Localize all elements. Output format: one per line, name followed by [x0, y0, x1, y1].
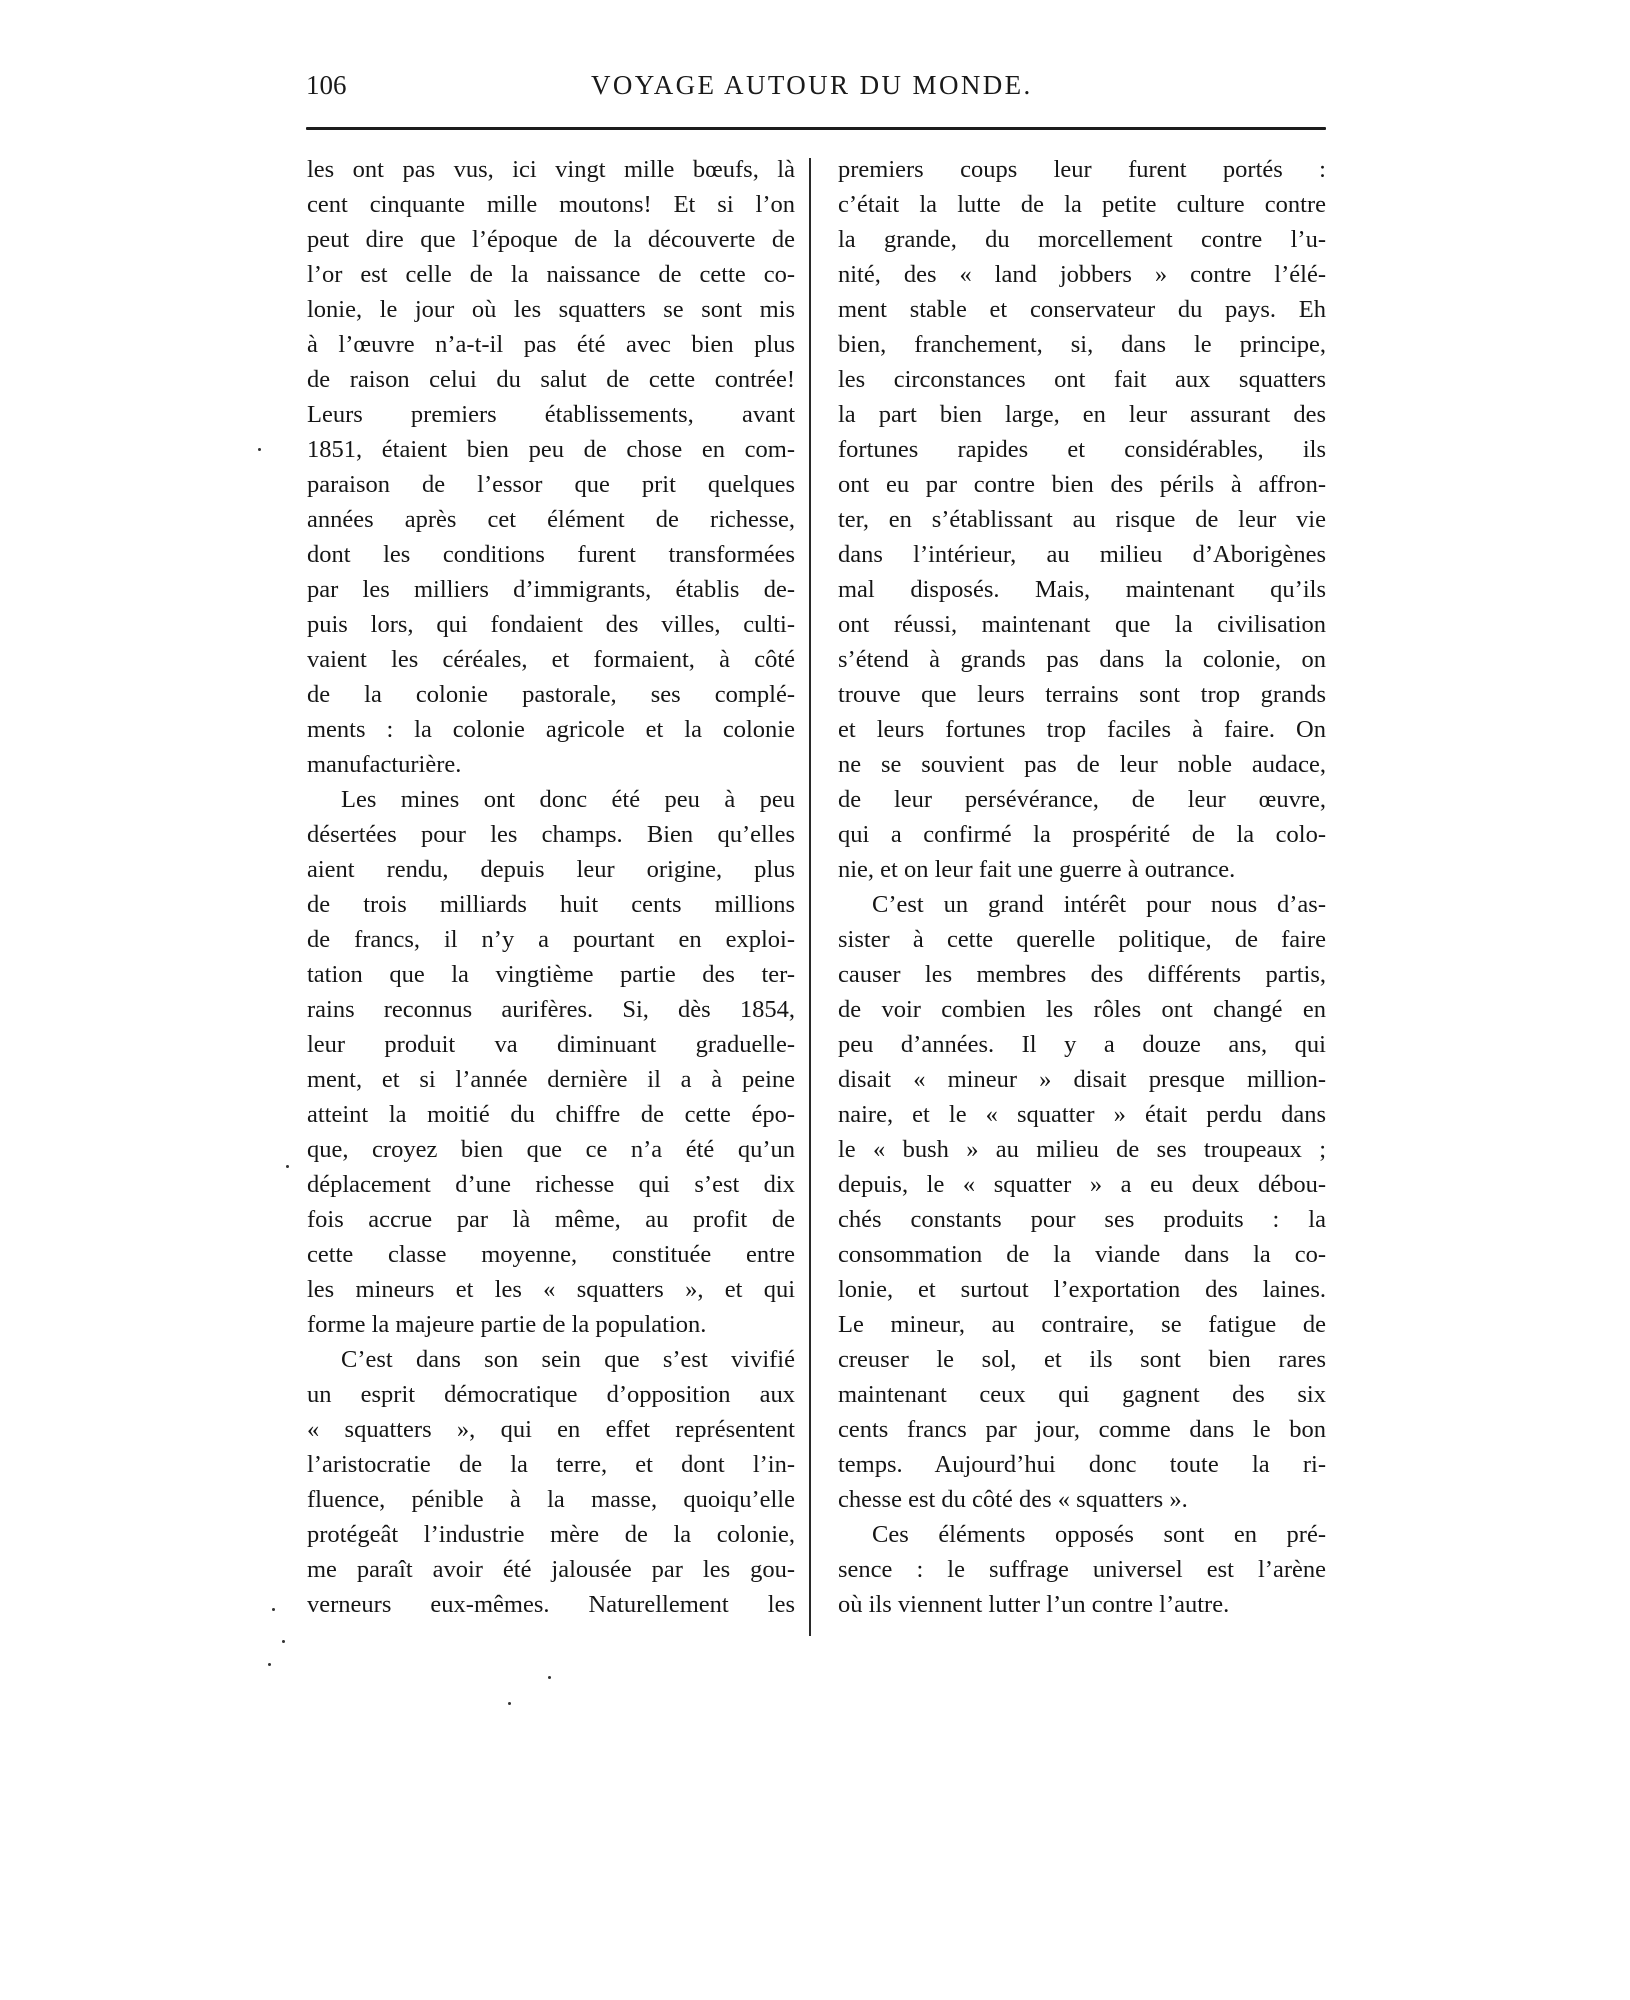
column-divider — [809, 158, 811, 1636]
text-line: manufacturière. — [307, 751, 462, 778]
text-line: Ces éléments opposés sont en pré- — [872, 1521, 1326, 1548]
text-line: causer les membres des différents partis, — [838, 961, 1326, 988]
text-line: consommation de la viande dans la co- — [838, 1241, 1326, 1268]
text-line: de trois milliards huit cents millions — [307, 891, 795, 918]
text-line: maintenant ceux qui gagnent des six — [838, 1381, 1326, 1408]
text-line: ter, en s’établissant au risque de leur vie — [838, 506, 1326, 533]
text-line: les circonstances ont fait aux squatters — [838, 366, 1326, 393]
text-line: de raison celui du salut de cette contrée! — [307, 366, 795, 393]
print-speck — [282, 1640, 285, 1643]
text-line: Les mines ont donc été peu à peu — [341, 786, 795, 813]
text-line: sister à cette querelle politique, de faire — [838, 926, 1326, 953]
text-line: de la colonie pastorale, ses complé- — [307, 681, 795, 708]
text-line: « squatters », qui en effet représentent — [307, 1416, 795, 1443]
text-line: premiers coups leur furent portés : — [838, 156, 1326, 183]
text-line: peu d’années. Il y a douze ans, qui — [838, 1031, 1326, 1058]
text-line: puis lors, qui fondaient des villes, culti- — [307, 611, 795, 638]
text-line: la part bien large, en leur assurant des — [838, 401, 1326, 428]
text-line: C’est dans son sein que s’est vivifié — [341, 1346, 795, 1373]
text-line: fluence, pénible à la masse, quoiqu’elle — [307, 1486, 795, 1513]
running-header — [306, 70, 1326, 110]
text-line: de francs, il n’y a pourtant en exploi- — [307, 926, 795, 953]
print-speck — [258, 448, 261, 451]
text-line: un esprit démocratique d’opposition aux — [307, 1381, 795, 1408]
text-line: cette classe moyenne, constituée entre — [307, 1241, 795, 1268]
text-line: ment, et si l’année dernière il a à peine — [307, 1066, 795, 1093]
text-line: paraison de l’essor que prit quelques — [307, 471, 795, 498]
text-line: fois accrue par là même, au profit de — [307, 1206, 795, 1233]
text-line: années après cet élément de richesse, — [307, 506, 795, 533]
text-line: désertées pour les champs. Bien qu’elles — [307, 821, 795, 848]
text-line: les mineurs et les « squatters », et qui — [307, 1276, 795, 1303]
text-line: 1851, étaient bien peu de chose en com- — [307, 436, 795, 463]
text-line: que, croyez bien que ce n’a été qu’un — [307, 1136, 795, 1163]
text-line: fortunes rapides et considérables, ils — [838, 436, 1326, 463]
text-line: de voir combien les rôles ont changé en — [838, 996, 1326, 1023]
text-line: Leurs premiers établissements, avant — [307, 401, 795, 428]
text-line: naire, et le « squatter » était perdu dans — [838, 1101, 1326, 1128]
text-line: lonie, et surtout l’exportation des laines. — [838, 1276, 1326, 1303]
text-line: qui a confirmé la prospérité de la colo- — [838, 821, 1326, 848]
text-line: ont réussi, maintenant que la civilisation — [838, 611, 1326, 638]
text-line: tation que la vingtième partie des ter- — [307, 961, 795, 988]
print-speck — [548, 1676, 551, 1679]
text-line: ne se souvient pas de leur noble audace, — [838, 751, 1326, 778]
text-line: temps. Aujourd’hui donc toute la ri- — [838, 1451, 1326, 1478]
text-line: leur produit va diminuant graduelle- — [307, 1031, 795, 1058]
text-line: chés constants pour ses produits : la — [838, 1206, 1326, 1233]
text-line: rains reconnus aurifères. Si, dès 1854, — [307, 996, 795, 1023]
text-line: déplacement d’une richesse qui s’est dix — [307, 1171, 795, 1198]
text-line: protégeât l’industrie mère de la colonie, — [307, 1521, 795, 1548]
text-line: le « bush » au milieu de ses troupeaux ; — [838, 1136, 1326, 1163]
text-line: l’or est celle de la naissance de cette co- — [307, 261, 795, 288]
text-column-left — [307, 152, 795, 1622]
text-line: l’aristocratie de la terre, et dont l’in- — [307, 1451, 795, 1478]
text-line: dont les conditions furent transformées — [307, 541, 795, 568]
text-line: les ont pas vus, ici vingt mille bœufs, là — [307, 156, 795, 183]
text-line: ments : la colonie agricole et la colonie — [307, 716, 795, 743]
text-line: et leurs fortunes trop faciles à faire. On — [838, 716, 1326, 743]
page-number: 106 — [306, 70, 347, 100]
text-line: mal disposés. Mais, maintenant qu’ils — [838, 576, 1326, 603]
header-rule — [306, 127, 1326, 130]
text-line: cent cinquante mille moutons! Et si l’on — [307, 191, 795, 218]
text-line: la grande, du morcellement contre l’u- — [838, 226, 1326, 253]
print-speck — [268, 1663, 271, 1666]
text-line: sence : le suffrage universel est l’arène — [838, 1556, 1326, 1583]
text-line: lonie, le jour où les squatters se sont mis — [307, 296, 795, 323]
text-line: dans l’intérieur, au milieu d’Aborigènes — [838, 541, 1326, 568]
text-line: C’est un grand intérêt pour nous d’as- — [872, 891, 1326, 918]
text-line: de leur persévérance, de leur œuvre, — [838, 786, 1326, 813]
text-line: trouve que leurs terrains sont trop grands — [838, 681, 1326, 708]
text-line: ont eu par contre bien des périls à affron- — [838, 471, 1326, 498]
text-line: s’étend à grands pas dans la colonie, on — [838, 646, 1326, 673]
text-line: creuser le sol, et ils sont bien rares — [838, 1346, 1326, 1373]
print-speck — [508, 1702, 511, 1705]
text-line: depuis, le « squatter » a eu deux débou- — [838, 1171, 1326, 1198]
text-line: peut dire que l’époque de la découverte de — [307, 226, 795, 253]
text-line: cents francs par jour, comme dans le bon — [838, 1416, 1326, 1443]
text-line: ment stable et conservateur du pays. Eh — [838, 296, 1326, 323]
text-line: verneurs eux-mêmes. Naturellement les — [307, 1591, 795, 1618]
text-line: Le mineur, au contraire, se fatigue de — [838, 1311, 1326, 1338]
text-line: nie, et on leur fait une guerre à outrance. — [838, 856, 1236, 883]
text-line: forme la majeure partie de la population. — [307, 1311, 707, 1338]
text-column-right — [838, 152, 1326, 1622]
text-line: à l’œuvre n’a-t-il pas été avec bien plus — [307, 331, 795, 358]
text-line: aient rendu, depuis leur origine, plus — [307, 856, 795, 883]
print-speck — [272, 1608, 275, 1611]
running-title: VOYAGE AUTOUR DU MONDE. — [591, 70, 1033, 100]
text-line: nité, des « land jobbers » contre l’élé- — [838, 261, 1326, 288]
text-line: atteint la moitié du chiffre de cette épo- — [307, 1101, 795, 1128]
text-line: bien, franchement, si, dans le principe, — [838, 331, 1326, 358]
print-speck — [286, 1165, 289, 1168]
text-line: où ils viennent lutter l’un contre l’autre. — [838, 1591, 1230, 1618]
text-line: chesse est du côté des « squatters ». — [838, 1486, 1188, 1513]
text-line: c’était la lutte de la petite culture contre — [838, 191, 1326, 218]
text-line: disait « mineur » disait presque million- — [838, 1066, 1326, 1093]
text-line: par les milliers d’immigrants, établis de- — [307, 576, 795, 603]
text-line: vaient les céréales, et formaient, à côté — [307, 646, 795, 673]
text-line: me paraît avoir été jalousée par les gou- — [307, 1556, 795, 1583]
